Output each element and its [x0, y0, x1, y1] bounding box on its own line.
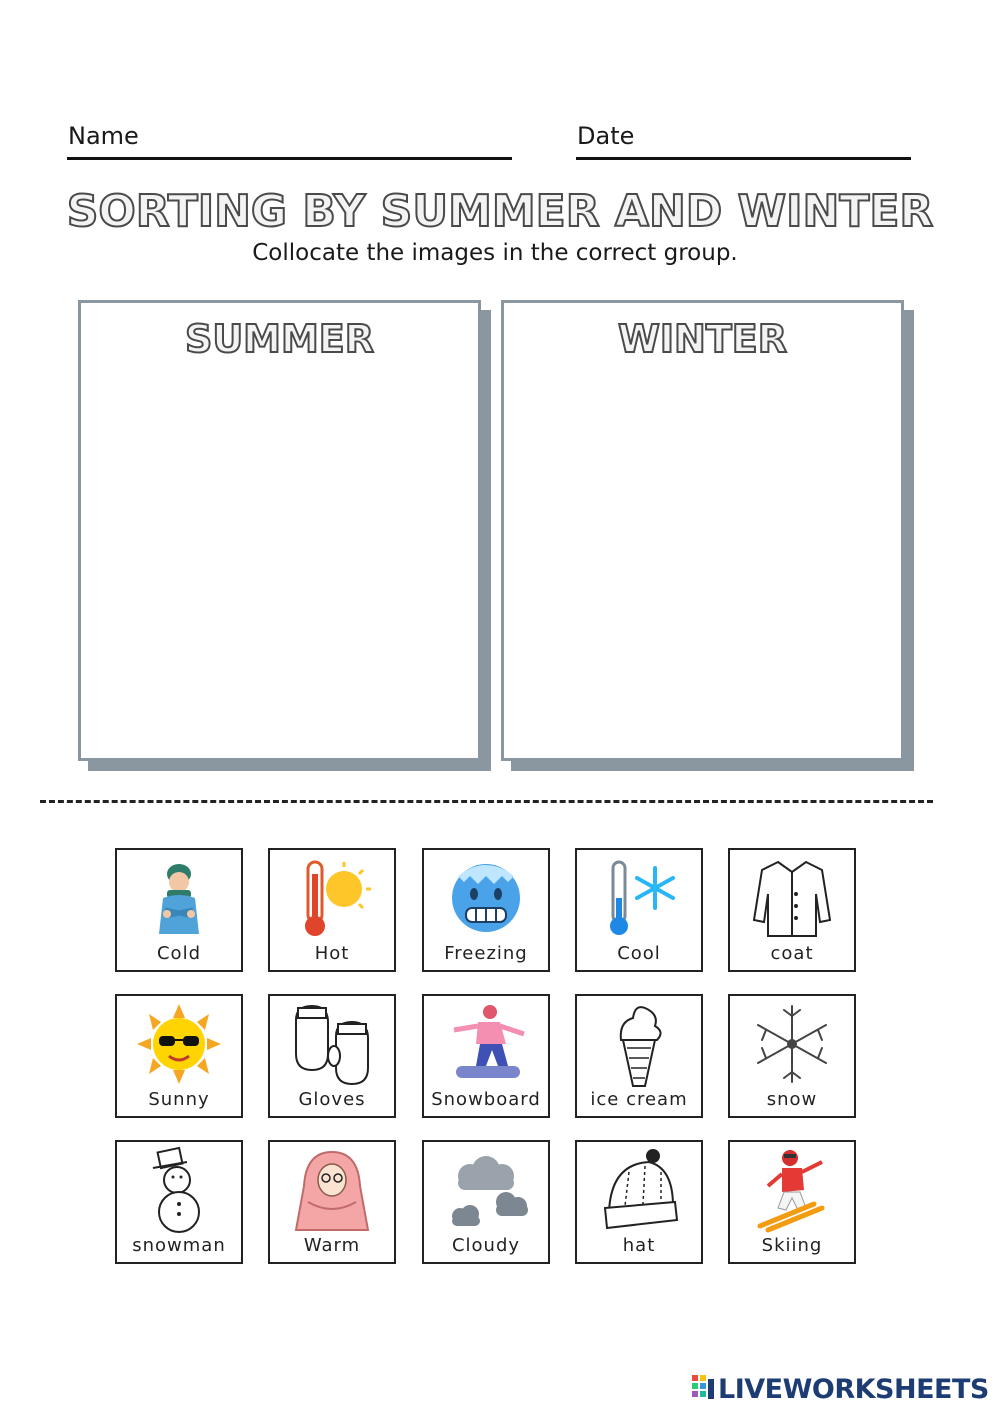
blanket-person-icon: [282, 1146, 382, 1236]
brand-name: LIVEWORKSHEETS: [718, 1373, 989, 1405]
date-line[interactable]: [576, 157, 911, 160]
thermometer-snowflake-icon: [589, 854, 689, 944]
card-coat[interactable]: [728, 848, 856, 972]
card-label: Hot: [314, 943, 350, 964]
card-label: Skiing: [761, 1235, 823, 1256]
card-label: Snowboard: [431, 1089, 541, 1110]
card-label: ice cream: [590, 1089, 688, 1110]
card-label: snow: [766, 1089, 818, 1110]
winter-drop-zone[interactable]: [501, 300, 904, 761]
card-cold[interactable]: [115, 848, 243, 972]
liveworksheets-logo-icon: [692, 1375, 714, 1403]
card-label: snowman: [132, 1235, 226, 1256]
name-label: Name: [68, 122, 139, 150]
snowboarder-icon: [436, 1000, 536, 1090]
snowflake-icon: [742, 1000, 842, 1090]
card-hot[interactable]: [268, 848, 396, 972]
coat-icon: [742, 854, 842, 944]
card-snowman[interactable]: [115, 1140, 243, 1264]
snowman-icon: [129, 1146, 229, 1236]
card-snowboard[interactable]: [422, 994, 550, 1118]
thermometer-sun-icon: [282, 854, 382, 944]
card-snow[interactable]: [728, 994, 856, 1118]
mittens-icon: [282, 1000, 382, 1090]
clouds-icon: [436, 1146, 536, 1236]
card-label: Cloudy: [451, 1235, 521, 1256]
card-ice-cream[interactable]: [575, 994, 703, 1118]
cold-person-icon: [129, 854, 229, 944]
freezing-face-icon: [436, 854, 536, 944]
skier-icon: [742, 1146, 842, 1236]
card-warm[interactable]: [268, 1140, 396, 1264]
card-label: Sunny: [148, 1089, 210, 1110]
sun-sunglasses-icon: [129, 1000, 229, 1090]
worksheet-title: SORTING BY SUMMER AND WINTER: [66, 186, 934, 237]
beanie-hat-icon: [589, 1146, 689, 1236]
name-line[interactable]: [67, 157, 512, 160]
summer-drop-zone[interactable]: [78, 300, 481, 761]
summer-heading: SUMMER: [184, 317, 375, 361]
picture-cards: [115, 848, 860, 1266]
card-label: Warm: [303, 1235, 361, 1256]
card-label: Freezing: [444, 943, 528, 964]
ice-cream-cone-icon: [589, 1000, 689, 1090]
winter-heading: WINTER: [618, 317, 787, 361]
card-hat[interactable]: [575, 1140, 703, 1264]
card-sunny[interactable]: [115, 994, 243, 1118]
card-skiing[interactable]: [728, 1140, 856, 1264]
card-label: Cool: [617, 943, 661, 964]
liveworksheets-brand[interactable]: [692, 1373, 989, 1405]
card-label: hat: [622, 1235, 656, 1256]
date-label: Date: [577, 122, 635, 150]
card-label: coat: [770, 943, 814, 964]
instructions: Collocate the images in the correct group.: [252, 240, 738, 266]
card-label: Gloves: [298, 1089, 366, 1110]
card-cool[interactable]: [575, 848, 703, 972]
card-label: Cold: [156, 943, 201, 964]
card-cloudy[interactable]: [422, 1140, 550, 1264]
card-gloves[interactable]: [268, 994, 396, 1118]
card-freezing[interactable]: [422, 848, 550, 972]
cut-line: [40, 800, 933, 803]
